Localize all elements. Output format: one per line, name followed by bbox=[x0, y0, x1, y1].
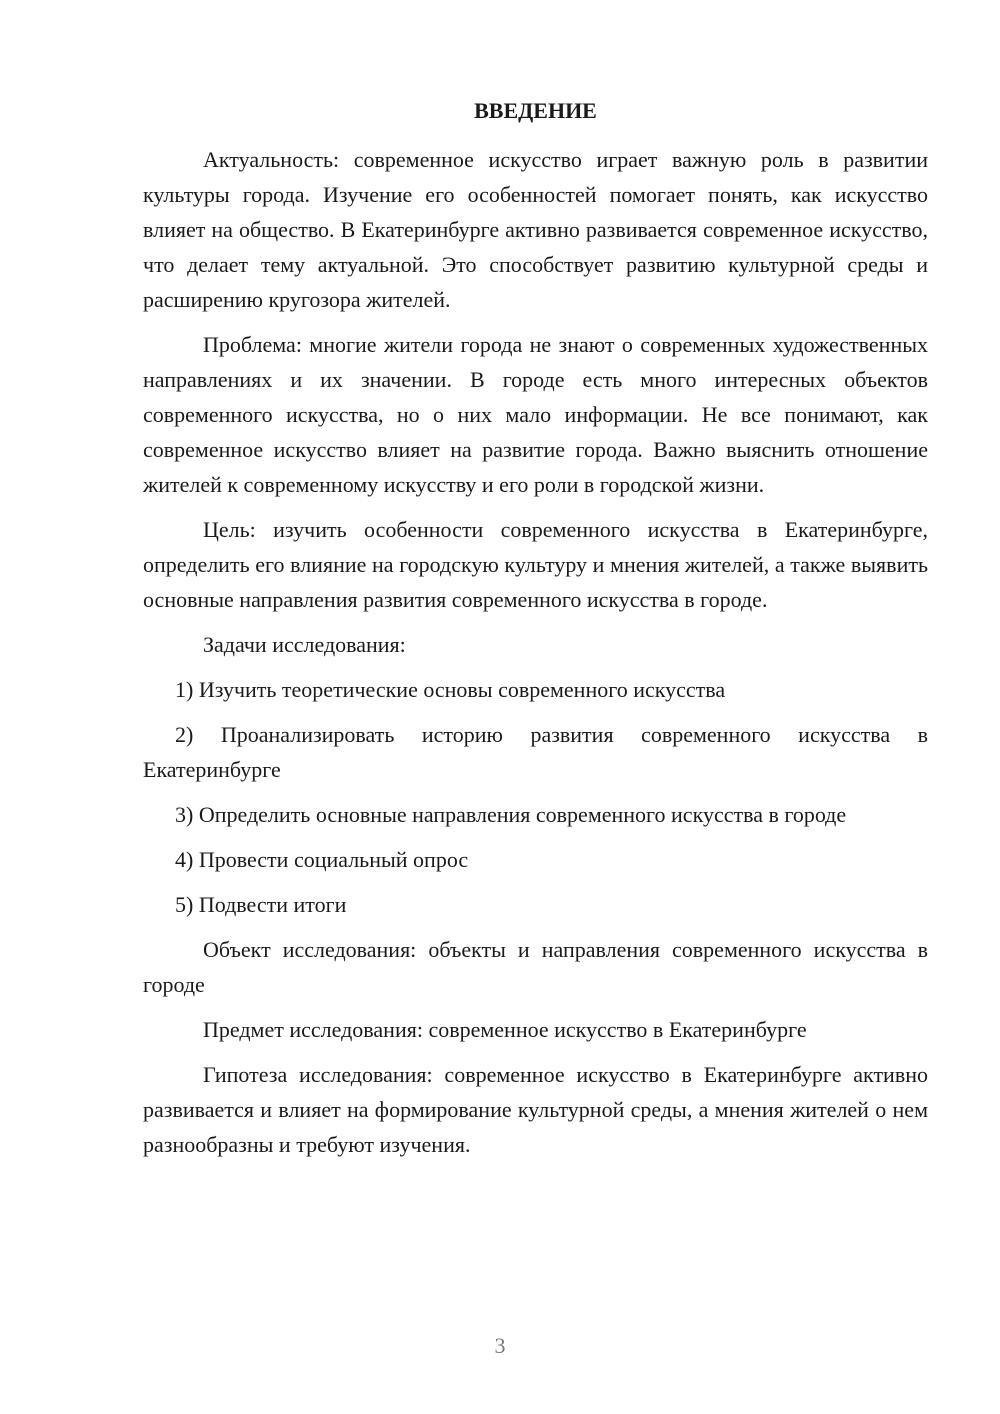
relevance-paragraph: Актуальность: современное искусство играет важную роль в развитии культуры города. Изучение его особенностей помогает понять, как искусство влияет на общество. В Екатеринбурге активно развивается современное искусство, что делает тему актуальной. Это способствует развитию культурной среды и расширению кругозора жителей. bbox=[143, 147, 928, 312]
goal-paragraph: Цель: изучить особенности современного искусства в Екатеринбурге, определить его влияние на городскую культуру и мнения жителей, а также выявить основные направления развития современного искусства в городе. bbox=[143, 517, 928, 612]
problem-paragraph: Проблема: многие жители города не знают о современных художественных направлениях и их значении. В городе есть много интересных объектов современного искусства, но о них мало информации. Не все понимают, как современное искусство влияет на развитие города. Важно выяснить отношение жителей к современному искусству и его роли в городской жизни. bbox=[143, 332, 928, 497]
task-item: 4) Провести социальный опрос bbox=[175, 847, 469, 872]
task-item: 3) Определить основные направления современного искусства в городе bbox=[175, 802, 847, 827]
body-text bbox=[143, 142, 928, 1172]
hypothesis-paragraph: Гипотеза исследования: современное искусство в Екатеринбурге активно развивается и влияет на формирование культурной среды, а мнения жителей о нем разнообразны и требуют изучения. bbox=[143, 1062, 928, 1157]
object-paragraph: Объект исследования: объекты и направления современного искусства в городе bbox=[143, 937, 928, 997]
task-item: 1) Изучить теоретические основы современного искусства bbox=[175, 677, 726, 702]
task-item: 2) Проанализировать историю развития современного искусства в Екатеринбурге bbox=[143, 722, 928, 782]
task-item: 5) Подвести итоги bbox=[175, 892, 347, 917]
page-number: 3 bbox=[494, 1333, 506, 1358]
subject-paragraph: Предмет исследования: современное искусство в Екатеринбурге bbox=[203, 1017, 807, 1042]
tasks-title: Задачи исследования: bbox=[203, 632, 406, 657]
section-heading: ВВЕДЕНИЕ bbox=[474, 98, 597, 123]
